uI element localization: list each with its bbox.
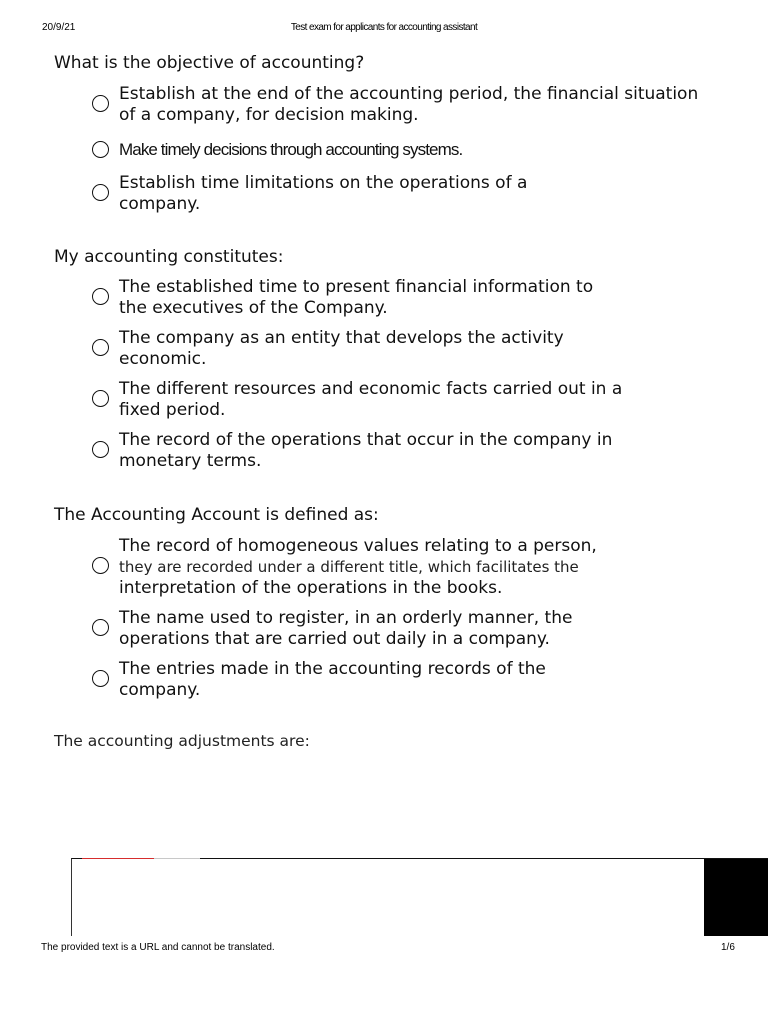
option-label: The established time to present financial information to the executives of the Company. <box>119 277 594 318</box>
option-label: Establish at the end of the accounting period, the financial situation of a company, for decision making. <box>119 84 699 125</box>
question-1-text: What is the objective of accounting? <box>54 53 365 73</box>
print-footer <box>0 942 768 956</box>
question-3-text: The Accounting Account is defined as: <box>54 505 379 525</box>
radio-button[interactable] <box>92 184 109 201</box>
radio-button[interactable] <box>92 441 109 458</box>
print-header <box>0 22 768 36</box>
question-4-text: The accounting adjustments are: <box>54 732 310 750</box>
option-label: The record of homogeneous values relating to a person, they are recorded under a different title, which facilitates the interpretation of the operations in the books. <box>119 536 597 598</box>
option-label: Make timely decisions through accounting systems. <box>119 140 463 159</box>
frame-accent-line <box>82 858 154 860</box>
radio-button[interactable] <box>92 339 109 356</box>
radio-button[interactable] <box>92 141 109 158</box>
radio-button[interactable] <box>92 557 109 574</box>
option-label: The record of the operations that occur in the company in monetary terms. <box>119 430 613 471</box>
radio-button[interactable] <box>92 390 109 407</box>
radio-button[interactable] <box>92 619 109 636</box>
page-number: 1/6 <box>721 942 735 953</box>
radio-button[interactable] <box>92 288 109 305</box>
question-2-text: My accounting constitutes: <box>54 247 284 267</box>
print-date: 20/9/21 <box>42 22 76 33</box>
radio-button[interactable] <box>92 670 109 687</box>
document-title: Test exam for applicants for accounting assistant <box>290 22 478 33</box>
frame-accent-line-gray <box>154 858 200 860</box>
embedded-frame <box>71 858 768 936</box>
option-label: Establish time limitations on the operations of a company. <box>119 173 528 214</box>
option-label: The name used to register, in an orderly manner, the operations that are carried out daily in a company. <box>119 608 573 649</box>
option-label: The company as an entity that develops the activity economic. <box>119 328 564 369</box>
option-label: The entries made in the accounting records of the company. <box>119 659 546 700</box>
frame-black-panel <box>704 859 768 936</box>
option-label: The different resources and economic facts carried out in a fixed period. <box>119 379 623 420</box>
footer-note: The provided text is a URL and cannot be translated. <box>41 942 275 953</box>
radio-button[interactable] <box>92 95 109 112</box>
